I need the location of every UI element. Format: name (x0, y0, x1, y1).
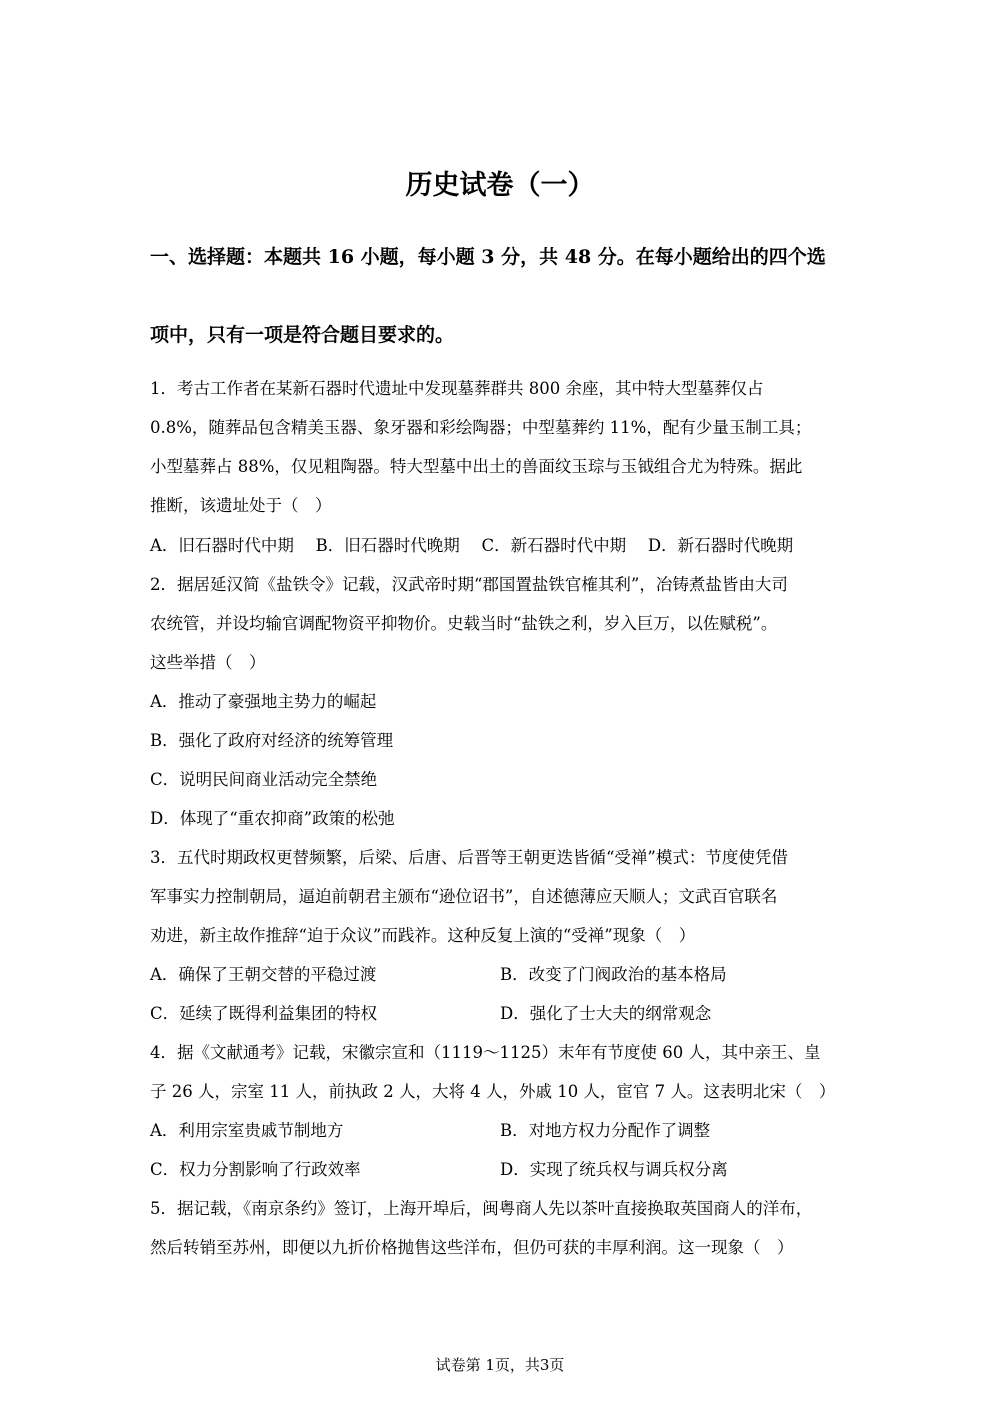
q3-stem-line: 3．五代时期政权更替频繁，后梁、后唐、后晋等王朝更迭皆循“受禅”模式：节度使凭借 (150, 848, 788, 867)
q4-option-c: C．权力分割影响了行政效率 (150, 1160, 361, 1179)
q1-stem-line: 1．考古工作者在某新石器时代遗址中发现墓葬群共 800 余座，其中特大型墓葬仅占 (150, 379, 764, 398)
q4-option-b: B．对地方权力分配作了调整 (500, 1121, 711, 1140)
section-heading-line-1: 一、选择题：本题共 16 小题，每小题 3 分，共 48 分。在每小题给出的四个选 (150, 246, 826, 268)
q3-option-a: A．确保了王朝交替的平稳过渡 (150, 965, 377, 984)
q1-options: A．旧石器时代中期 B．旧石器时代晚期 C．新石器时代中期 D．新石器时代晚期 (150, 536, 794, 555)
q1-stem-line: 0.8%，随葬品包含精美玉器、象牙器和彩绘陶器；中型墓葬约 11%，配有少量玉制工具； (150, 418, 812, 437)
page-footer: 试卷第 1页，共3页 (435, 1356, 565, 1374)
q2-option-d: D．体现了“重农抑商”政策的松弛 (150, 809, 395, 828)
q4-stem-line: 4．据《文献通考》记载，宋徽宗宣和（1119～1125）末年有节度使 60 人，其中亲王、皇 (150, 1043, 821, 1062)
q4-option-d: D．实现了统兵权与调兵权分离 (500, 1160, 728, 1179)
page-title: 历史试卷（一） (405, 170, 595, 201)
q1-stem-line: 小型墓葬占 88%，仅见粗陶器。特大型墓中出土的兽面纹玉琮与玉钺组合尤为特殊。据此 (150, 457, 803, 476)
q3-option-b: B．改变了门阀政治的基本格局 (500, 965, 727, 984)
q2-option-c: C．说明民间商业活动完全禁绝 (150, 770, 378, 789)
q1-stem-line: 推断，该遗址处于（ ） (150, 496, 332, 515)
q2-option-a: A．推动了豪强地主势力的崛起 (150, 692, 377, 711)
q2-stem-line: 这些举措（ ） (150, 653, 266, 672)
q5-stem-line: 5．据记载，《南京条约》签订，上海开埠后，闽粤商人先以茶叶直接换取英国商人的洋布， (150, 1199, 813, 1218)
q2-option-b: B．强化了政府对经济的统筹管理 (150, 731, 394, 750)
q2-stem-line: 农统管，并设均输官调配物资平抑物价。史载当时“盐铁之利，岁入巨万，以佐赋税”。 (150, 614, 778, 633)
q3-option-c: C．延续了既得利益集团的特权 (150, 1004, 378, 1023)
q4-option-a: A．利用宗室贵戚节制地方 (150, 1121, 344, 1140)
q4-stem-line: 子 26 人，宗室 11 人，前执政 2 人，大将 4 人，外戚 10 人，宦官 7 人。这表明北宋（ ） (150, 1082, 836, 1101)
q3-stem-line: 劝进，新主故作推辞“迫于众议”而践祚。这种反复上演的“受禅”现象（ ） (150, 926, 696, 945)
q2-stem-line: 2．据居延汉简《盐铁令》记载，汉武帝时期“郡国置盐铁官榷其利”，冶铸煮盐皆由大司 (150, 575, 788, 594)
q3-stem-line: 军事实力控制朝局，逼迫前朝君主颁布“逊位诏书”，自述德薄应天顺人；文武百官联名 (150, 887, 778, 906)
q5-stem-line: 然后转销至苏州，即便以九折价格抛售这些洋布，但仍可获的丰厚利润。这一现象（ ） (150, 1238, 794, 1257)
q3-option-d: D．强化了士大夫的纲常观念 (500, 1004, 712, 1023)
section-heading-line-2: 项中，只有一项是符合题目要求的。 (150, 324, 455, 346)
